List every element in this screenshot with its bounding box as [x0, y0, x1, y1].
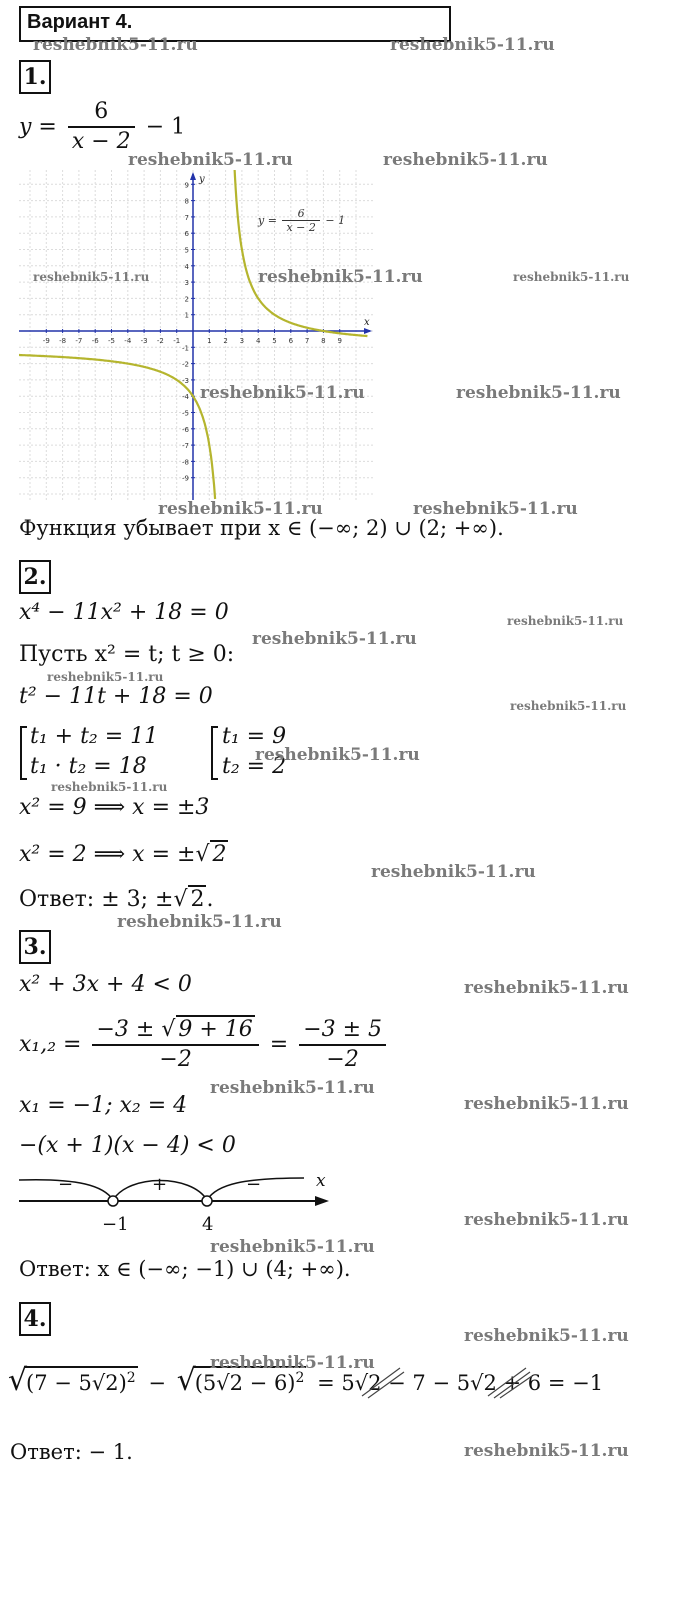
watermark: reshebnik5-11.ru	[464, 978, 629, 998]
watermark: reshebnik5-11.ru	[464, 1326, 629, 1346]
y-tick-label: -9	[182, 474, 189, 483]
task-2-number: 2.	[19, 560, 51, 594]
roots-num-pre: −3 ±	[96, 1017, 155, 1042]
y-tick-label: -2	[182, 360, 189, 369]
x-tick-label: -7	[75, 337, 83, 345]
system-1-line-a: t₁ + t₂ = 11	[30, 724, 159, 749]
page-title: Вариант 4.	[27, 11, 133, 33]
watermark: reshebnik5-11.ru	[255, 745, 420, 765]
system-2-line-a: t₁ = 9	[222, 724, 287, 749]
roots-fraction-1	[92, 1015, 258, 1074]
sign-minus-right: −	[246, 1174, 262, 1195]
x-tick-label: 4	[255, 337, 261, 345]
y-tick-label: -3	[182, 376, 189, 385]
roots-lhs: x₁,₂ =	[19, 1032, 82, 1057]
task-3-factored: −(x + 1)(x − 4) < 0	[19, 1133, 236, 1158]
radical-2-power: 2	[295, 1370, 305, 1386]
task-2-root-1: x² = 9 ⟹ x = ±3	[19, 795, 210, 820]
task-3-inequality: x² + 3x + 4 < 0	[19, 972, 192, 997]
y-tick-label: 1	[184, 311, 189, 320]
radical-1-term: (7 − 5√2)	[26, 1371, 127, 1395]
sign-point-1-label: −1	[102, 1214, 129, 1235]
graph-label-lhs: y =	[258, 214, 277, 227]
watermark: reshebnik5-11.ru	[33, 35, 198, 55]
x-tick-label: 8	[321, 337, 326, 345]
formula-tail: − 1	[145, 114, 186, 140]
y-tick-label: 5	[184, 246, 189, 255]
watermark: reshebnik5-11.ru	[258, 267, 423, 287]
y-tick-label: -7	[182, 442, 189, 451]
roots-fraction-2-num: −3 ± 5	[299, 1016, 386, 1046]
task-3-roots-formula	[19, 1015, 390, 1074]
watermark: reshebnik5-11.ru	[456, 383, 621, 403]
task-4-rhs: = 5√2 − 7 − 5√2 + 6 = −1	[317, 1371, 604, 1395]
watermark: reshebnik5-11.ru	[210, 1078, 375, 1098]
x-axis-label: x	[364, 317, 370, 328]
y-axis-label: y	[199, 174, 205, 185]
x-tick-label: -3	[140, 337, 148, 345]
watermark: reshebnik5-11.ru	[210, 1237, 375, 1257]
graph-function-label	[258, 207, 345, 234]
x-tick-label: -5	[108, 337, 115, 345]
watermark: reshebnik5-11.ru	[117, 912, 282, 932]
y-tick-label: 7	[184, 213, 189, 222]
watermark: reshebnik5-11.ru	[390, 35, 555, 55]
answer-2-text: Ответ: ± 3; ±	[19, 887, 174, 912]
y-tick-label: -5	[182, 409, 189, 418]
curve-branch-right	[234, 170, 367, 336]
task-3-number: 3.	[19, 930, 51, 964]
graph-label-num: 6	[282, 207, 319, 221]
formula-denominator: x − 2	[71, 129, 131, 154]
y-tick-label: 8	[184, 197, 189, 206]
sign-point-2	[202, 1196, 212, 1206]
y-tick-label: 3	[184, 279, 189, 288]
formula-lhs: y =	[19, 114, 57, 140]
x-tick-label: 2	[223, 337, 228, 345]
watermark: reshebnik5-11.ru	[371, 862, 536, 882]
sign-axis-arrow	[315, 1196, 329, 1206]
roots-equals: =	[269, 1032, 289, 1057]
system-1-bracket	[20, 726, 27, 780]
x-tick-label: -6	[91, 337, 99, 345]
task-2-substitution: Пусть x² = t; t ≥ 0:	[19, 642, 235, 667]
sign-axis-label: x	[316, 1171, 326, 1191]
watermark: reshebnik5-11.ru	[47, 670, 164, 684]
y-tick-label: 4	[184, 262, 189, 271]
answer-2-radicand: 2	[190, 887, 205, 912]
x-tick-label: -1	[173, 337, 181, 345]
watermark: reshebnik5-11.ru	[510, 699, 627, 713]
x-tick-label: 1	[207, 337, 212, 345]
x-tick-label: 3	[239, 337, 245, 345]
radical-2-sign: √	[176, 1363, 196, 1398]
system-2-bracket	[211, 726, 218, 780]
watermark: reshebnik5-11.ru	[252, 629, 417, 649]
radical-2-term: (5√2 − 6)	[194, 1371, 296, 1395]
radical-1-sign: √	[8, 1363, 28, 1398]
watermark: reshebnik5-11.ru	[128, 150, 293, 170]
sign-point-2-label: 4	[202, 1214, 214, 1235]
root-2-text: x² = 2 ⟹ x = ±	[19, 842, 196, 867]
x-tick-label: -8	[59, 337, 67, 345]
task-4-radical-1	[8, 1363, 138, 1398]
watermark: reshebnik5-11.ru	[464, 1210, 629, 1230]
watermark: reshebnik5-11.ru	[413, 499, 578, 519]
task-4-minus: −	[148, 1371, 167, 1395]
watermark: reshebnik5-11.ru	[464, 1441, 629, 1461]
task-1-conclusion: Функция убывает при x ∈ (−∞; 2) ∪ (2; +∞).	[19, 516, 504, 540]
task-2-equation: x⁴ − 11x² + 18 = 0	[19, 600, 229, 625]
watermark: reshebnik5-11.ru	[383, 150, 548, 170]
x-tick-label: -2	[156, 337, 164, 345]
task-1-formula	[19, 98, 185, 156]
answer-2-dot: .	[206, 887, 214, 912]
roots-fraction-1-num: −3 ± √ 9 + 16	[92, 1015, 258, 1046]
radical-1-power: 2	[126, 1370, 136, 1386]
roots-fraction-2	[299, 1016, 386, 1074]
x-axis-arrow	[364, 328, 372, 334]
x-tick-label: 9	[337, 337, 342, 345]
x-tick-label: -4	[124, 337, 132, 345]
sign-point-1	[108, 1196, 118, 1206]
root-2-radicand: 2	[212, 842, 227, 867]
sign-plus: +	[152, 1174, 168, 1195]
y-tick-label: 9	[184, 181, 189, 190]
x-tick-label: 7	[304, 337, 310, 345]
radical-1-body	[24, 1366, 138, 1395]
system-2-line-b: t₂ = 2	[222, 754, 287, 779]
graph-label-den: x − 2	[286, 221, 316, 234]
y-axis-arrow	[190, 172, 196, 180]
watermark: reshebnik5-11.ru	[158, 499, 323, 519]
watermark: reshebnik5-11.ru	[464, 1094, 629, 1114]
sign-minus-left: −	[58, 1174, 74, 1195]
task-4-number: 4.	[19, 1302, 51, 1336]
watermark: reshebnik5-11.ru	[51, 780, 168, 794]
x-tick-label: 5	[272, 337, 277, 345]
watermark: reshebnik5-11.ru	[513, 270, 630, 284]
cancel-stroke-2	[488, 1368, 532, 1398]
watermark: reshebnik5-11.ru	[33, 270, 150, 284]
task-2-quadratic: t² − 11t + 18 = 0	[19, 684, 213, 709]
y-tick-label: -6	[182, 425, 189, 434]
formula-fraction	[68, 98, 135, 156]
y-tick-label: -8	[182, 458, 189, 467]
task-3-answer: Ответ: x ∈ (−∞; −1) ∪ (4; +∞).	[19, 1257, 351, 1281]
roots-fraction-2-den: −2	[326, 1046, 359, 1072]
task-3-roots: x₁ = −1; x₂ = 4	[19, 1093, 188, 1118]
roots-num-radicand: 9 + 16	[178, 1017, 253, 1042]
cancel-strokes	[360, 1362, 560, 1402]
y-tick-label: 2	[184, 295, 189, 304]
x-tick-label: 6	[288, 337, 294, 345]
roots-fraction-1-den: −2	[159, 1047, 192, 1072]
formula-numerator: 6	[68, 98, 135, 128]
y-tick-label: 6	[184, 230, 189, 239]
x-tick-label: -9	[42, 337, 50, 345]
task-2-answer: Ответ: ± 3; ±√ 2.	[19, 887, 214, 912]
task-2-root-2: x² = 2 ⟹ x = ±√ 2	[19, 842, 227, 867]
watermark: reshebnik5-11.ru	[210, 1353, 375, 1373]
graph-label-fraction	[282, 207, 319, 234]
watermark: reshebnik5-11.ru	[507, 614, 624, 628]
task-4-answer: Ответ: − 1.	[10, 1440, 133, 1464]
y-tick-label: -4	[182, 393, 189, 402]
task-1-number: 1.	[19, 60, 51, 94]
watermark: reshebnik5-11.ru	[200, 383, 365, 403]
system-1-line-b: t₁ · t₂ = 18	[30, 754, 147, 779]
graph-label-tail: − 1	[325, 214, 346, 227]
y-tick-label: -1	[182, 344, 189, 353]
